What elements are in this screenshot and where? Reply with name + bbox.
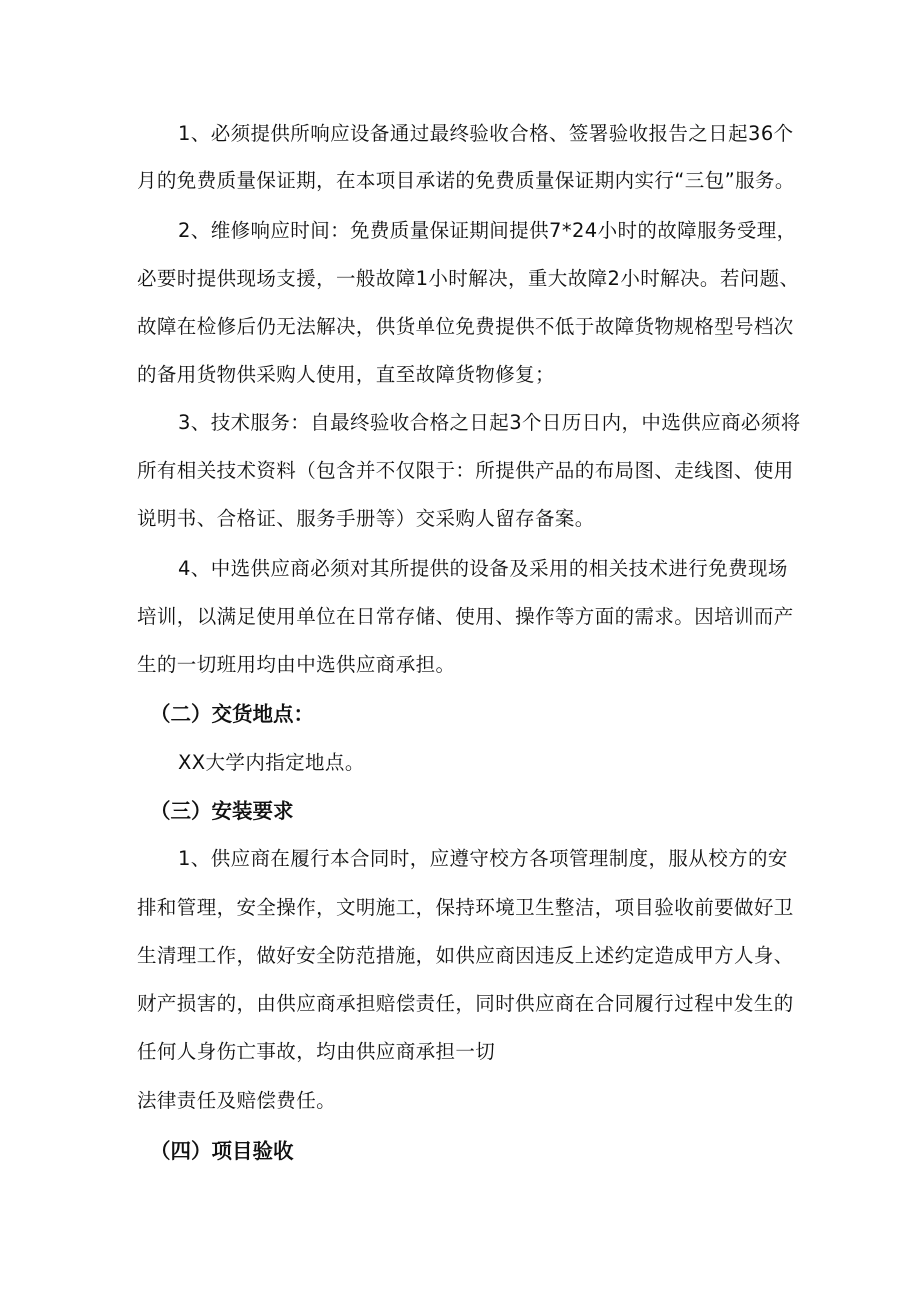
delivery-location-text: XX大学内指定地点。 [178, 751, 365, 774]
installation-item-1-line-5: 任何人身伤亡事故，均由供应商承担一切 [137, 1040, 496, 1063]
installation-item-1-line-2: 排和管理，安全操作，文明施工，保持环境卫生整洁，项目验收前要做好卫 [137, 896, 794, 919]
tech-service-item-3-line-1: 3、技术服务：自最终验收合格之日起3个日历日内，中选供应商必须将 [178, 411, 801, 434]
training-item-4-line-1: 4、中选供应商必须对其所提供的设备及采用的相关技术进行免费现场 [178, 557, 788, 580]
training-item-4-line-2: 培训，以满足使用单位在日常存储、使用、操作等方面的需求。因培训而产 [137, 605, 794, 628]
training-item-4-line-3: 生的一切班用均由中选供应商承担。 [137, 653, 456, 676]
maintenance-item-2-line-4: 的备用货物供采购人使用，直至故障货物修复； [137, 363, 555, 386]
installation-item-1-line-4: 财产损害的，由供应商承担赔偿责任，同时供应商在合同履行过程中发生的 [137, 992, 794, 1015]
maintenance-item-2-line-1: 2、维修响应时间：免费质量保证期间提供7*24小时的故障服务受理， [178, 219, 797, 242]
warranty-item-1-line-1: 1、必须提供所响应设备通过最终验收合格、签署验收报告之日起36个 [178, 122, 794, 145]
tech-service-item-3-line-3: 说明书、合格证、服务手册等）交采购人留存备案。 [137, 507, 595, 530]
warranty-item-1-line-2: 月的免费质量保证期，在本项目承诺的免费质量保证期内实行“三包”服务。 [137, 169, 795, 192]
section-heading-acceptance: （四）项目验收 [150, 1139, 294, 1163]
section-heading-installation: （三）安装要求 [150, 799, 294, 823]
section-heading-delivery-location: （二）交货地点： [150, 702, 314, 726]
installation-item-1-line-3: 生清理工作，做好安全防范措施，如供应商因违反上述约定造成甲方人身、 [137, 944, 794, 967]
tech-service-item-3-line-2: 所有相关技术资料（包含并不仅限于：所提供产品的布局图、走线图、使用 [137, 459, 794, 482]
installation-item-1-line-1: 1、供应商在履行本合同时，应遵守校方各项管理制度，服从校方的安 [178, 847, 788, 870]
maintenance-item-2-line-2: 必要时提供现场支援，一般故障1小时解决，重大故障2小时解决。若问题、 [137, 267, 800, 290]
installation-item-1-line-6: 法律责任及赔偿费任。 [137, 1089, 337, 1112]
maintenance-item-2-line-3: 故障在检修后仍无法解决，供货单位免费提供不低于故障货物规格型号档次 [137, 315, 794, 338]
